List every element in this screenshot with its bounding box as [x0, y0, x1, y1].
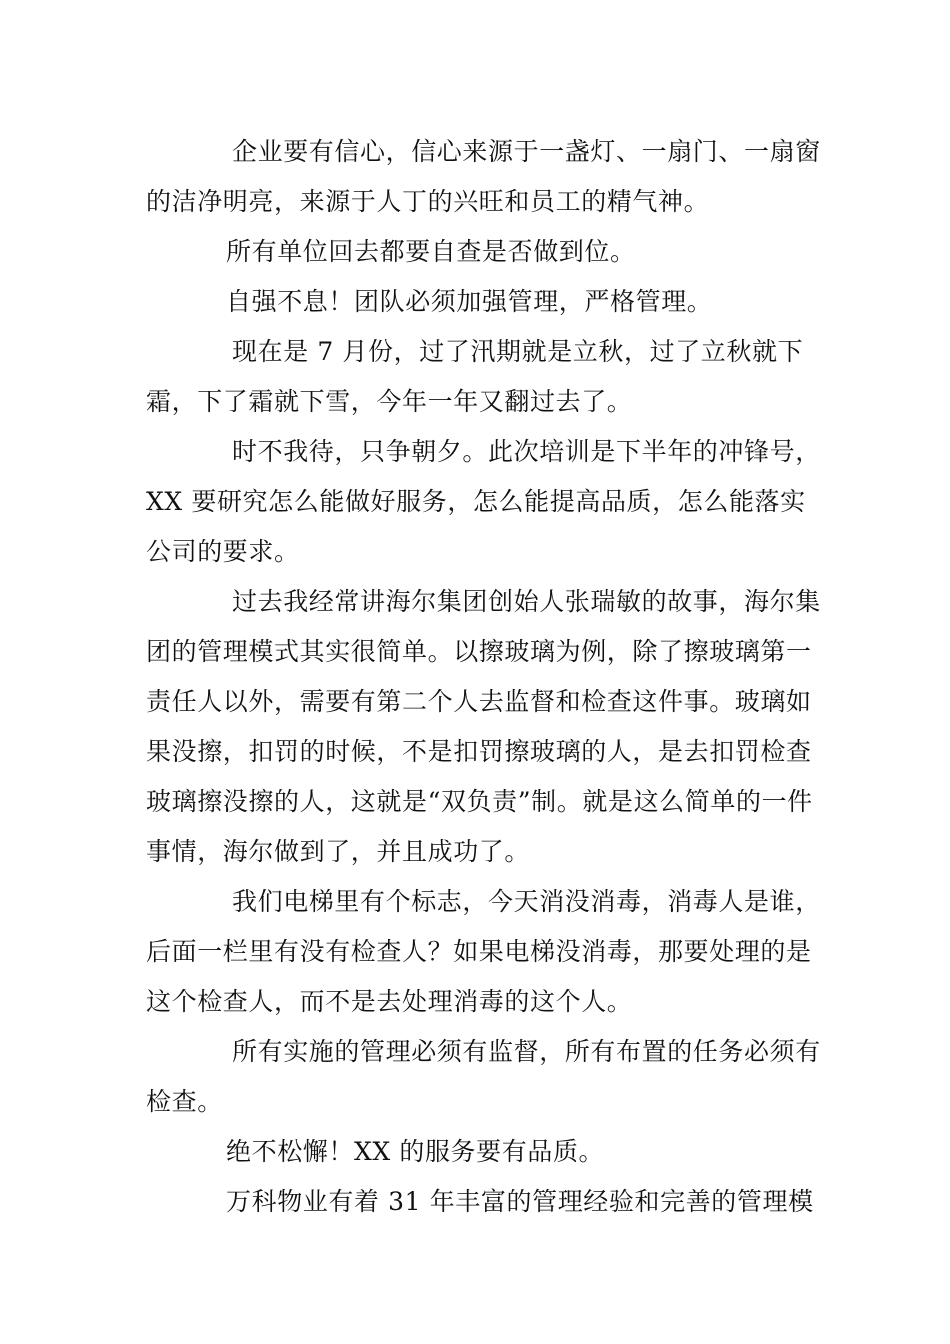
- paragraph: 所有单位回去都要自查是否做到位。: [226, 237, 636, 266]
- paragraph: 绝不松懈！XX 的服务要有品质。: [226, 1137, 605, 1166]
- paragraph: 所有实施的管理必须有监督，所有布置的任务必须有检查。: [146, 1037, 821, 1116]
- paragraph: 万科物业有着 31 年丰富的管理经验和完善的管理模: [226, 1187, 814, 1216]
- paragraph: 过去我经常讲海尔集团创始人张瑞敏的故事，海尔集团的管理模式其实很简单。以擦玻璃为例，除了擦玻璃第一责任人以外，需要有第二个人去监督和检查这件事。玻璃如果没擦，扣罚的时候，不是扣罚擦玻璃的人，是去扣罚检查玻璃擦没擦的人，这就是“双负责”制。就是这么简单的一件事情，海尔做到了，并且成功了。: [146, 587, 821, 866]
- document-body: [146, 127, 826, 1227]
- paragraph: 企业要有信心，信心来源于一盏灯、一扇门、一扇窗的洁净明亮，来源于人丁的兴旺和员工的精气神。: [146, 137, 821, 216]
- paragraph: 我们电梯里有个标志，今天消没消毒，消毒人是谁，后面一栏里有没有检查人？如果电梯没消毒，那要处理的是这个检查人，而不是去处理消毒的这个人。: [146, 887, 821, 1016]
- paragraph: 自强不息！团队必须加强管理，严格管理。: [226, 287, 713, 316]
- paragraph: 时不我待，只争朝夕。此次培训是下半年的冲锋号，XX 要研究怎么能做好服务，怎么能提高品质，怎么能落实公司的要求。: [146, 437, 821, 566]
- paragraph: 现在是 7 月份，过了汛期就是立秋，过了立秋就下霜，下了霜就下雪，今年一年又翻过去了。: [146, 337, 804, 416]
